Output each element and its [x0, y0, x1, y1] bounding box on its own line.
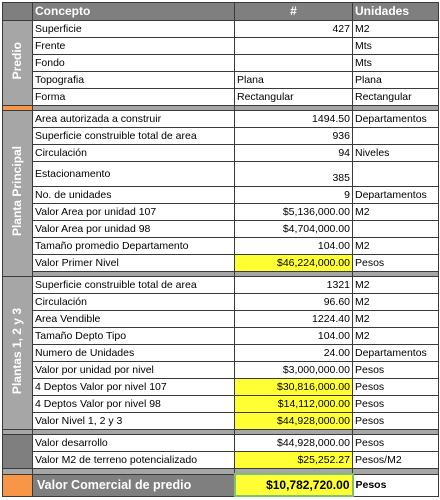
row-unit[interactable]: Departamentos: [353, 111, 439, 128]
row-label[interactable]: Area autorizada a construir: [33, 111, 235, 128]
table-row: [3, 294, 439, 311]
row-unit[interactable]: M2: [353, 294, 439, 311]
table-row: [3, 277, 439, 294]
row-value[interactable]: $3,000,000.00: [235, 362, 353, 379]
row-label[interactable]: 4 Deptos Valor por nivel 98: [33, 396, 235, 413]
row-label[interactable]: Frente: [33, 38, 235, 55]
row-unit[interactable]: [353, 221, 439, 238]
table-row: [3, 162, 439, 187]
row-unit[interactable]: Niveles: [353, 145, 439, 162]
total-unit[interactable]: Pesos: [353, 474, 439, 496]
row-label[interactable]: Superficie construible total de area: [33, 277, 235, 294]
row-label[interactable]: Estacionamento: [33, 162, 235, 187]
table-row: [3, 128, 439, 145]
table-row: [3, 55, 439, 72]
total-value[interactable]: $10,782,720.00: [235, 474, 353, 496]
table-row: [3, 238, 439, 255]
row-unit[interactable]: M2: [353, 311, 439, 328]
row-unit[interactable]: [353, 128, 439, 145]
row-unit[interactable]: Pesos: [353, 379, 439, 396]
summary-side-cell: [3, 435, 33, 469]
row-value[interactable]: 104.00: [235, 328, 353, 345]
table-row: [3, 21, 439, 38]
table-row: [3, 413, 439, 430]
table-row: [3, 255, 439, 272]
row-label[interactable]: Superficie: [33, 21, 235, 38]
table-row: [3, 379, 439, 396]
row-value[interactable]: 96.60: [235, 294, 353, 311]
row-label[interactable]: Topografia: [33, 72, 235, 89]
row-value[interactable]: [235, 38, 353, 55]
row-unit[interactable]: Pesos: [353, 396, 439, 413]
section-label-planta-principal: Planta Principal: [3, 111, 33, 277]
table-row: [3, 221, 439, 238]
total-label[interactable]: Valor Comercial de predio: [33, 474, 235, 496]
row-label[interactable]: Circulación: [33, 294, 235, 311]
row-unit[interactable]: M2: [353, 328, 439, 345]
row-value-highlighted[interactable]: $30,816,000.00: [235, 379, 353, 396]
row-label[interactable]: Valor por unidad por nivel: [33, 362, 235, 379]
row-value[interactable]: 1494.50: [235, 111, 353, 128]
table-row: [3, 396, 439, 413]
row-value[interactable]: $44,928,000.00: [235, 435, 353, 452]
row-value[interactable]: 936: [235, 128, 353, 145]
table-row: [3, 38, 439, 55]
valuation-spreadsheet: [2, 2, 439, 497]
row-label[interactable]: Forma: [33, 89, 235, 106]
header-corner-cell: [3, 3, 33, 21]
row-label[interactable]: Superficie construible total de area: [33, 128, 235, 145]
row-unit[interactable]: Departamentos: [353, 187, 439, 204]
row-unit[interactable]: Departamentos: [353, 345, 439, 362]
row-value-highlighted[interactable]: $46,224,000.00: [235, 255, 353, 272]
row-label[interactable]: No. de unidades: [33, 187, 235, 204]
row-unit[interactable]: Pesos/M2: [353, 452, 439, 469]
row-label[interactable]: Tamaño promedio Departamento: [33, 238, 235, 255]
row-value[interactable]: 24.00: [235, 345, 353, 362]
row-unit[interactable]: Mts: [353, 38, 439, 55]
row-value[interactable]: $5,136,000.00: [235, 204, 353, 221]
table-row: [3, 435, 439, 452]
row-value-highlighted[interactable]: $44,928,000.00: [235, 413, 353, 430]
total-side-cell: [3, 474, 33, 496]
row-label[interactable]: Numero de Unidades: [33, 345, 235, 362]
row-value-highlighted[interactable]: $25,252.27: [235, 452, 353, 469]
row-value[interactable]: 104.00: [235, 238, 353, 255]
row-unit[interactable]: Rectangular: [353, 89, 439, 106]
row-label[interactable]: Circulación: [33, 145, 235, 162]
row-label[interactable]: Area Vendible: [33, 311, 235, 328]
row-unit[interactable]: [353, 162, 439, 187]
table-row: [3, 345, 439, 362]
row-label[interactable]: Fondo: [33, 55, 235, 72]
row-value[interactable]: 94: [235, 145, 353, 162]
row-unit[interactable]: M2: [353, 277, 439, 294]
row-value[interactable]: Plana: [235, 72, 353, 89]
row-unit[interactable]: Pesos: [353, 255, 439, 272]
table-row: [3, 89, 439, 106]
table-row: [3, 204, 439, 221]
row-value[interactable]: 9: [235, 187, 353, 204]
row-unit[interactable]: Plana: [353, 72, 439, 89]
header-hash: #: [235, 3, 353, 21]
table-row: [3, 452, 439, 469]
row-label[interactable]: Valor Area por unidad 107: [33, 204, 235, 221]
row-value[interactable]: 427: [235, 21, 353, 38]
row-label[interactable]: Valor Nivel 1, 2 y 3: [33, 413, 235, 430]
table-row: [3, 362, 439, 379]
row-unit[interactable]: Mts: [353, 55, 439, 72]
header-concepto: Concepto: [33, 3, 235, 21]
row-value[interactable]: $4,704,000.00: [235, 221, 353, 238]
row-value[interactable]: 1321: [235, 277, 353, 294]
table-row: [3, 111, 439, 128]
row-value-highlighted[interactable]: $14,112,000.00: [235, 396, 353, 413]
table-row: [3, 72, 439, 89]
header-row: [3, 3, 439, 21]
section-label-plantas: Plantas 1, 2 y 3: [3, 277, 33, 430]
row-value[interactable]: 385: [235, 162, 353, 187]
table-row: [3, 145, 439, 162]
row-label[interactable]: Valor desarrollo: [33, 435, 235, 452]
row-value[interactable]: 1224.40: [235, 311, 353, 328]
header-unidades: Unidades: [353, 3, 439, 21]
row-unit[interactable]: M2: [353, 204, 439, 221]
row-unit[interactable]: Pesos: [353, 435, 439, 452]
total-row: [3, 474, 439, 496]
table-row: [3, 328, 439, 345]
table-row: [3, 311, 439, 328]
row-label[interactable]: Valor M2 de terreno potencializado: [33, 452, 235, 469]
row-label[interactable]: Valor Primer Nivel: [33, 255, 235, 272]
row-value[interactable]: [235, 55, 353, 72]
row-unit[interactable]: Pesos: [353, 413, 439, 430]
table-row: [3, 187, 439, 204]
section-label-predio: Predio: [3, 21, 33, 106]
row-label[interactable]: 4 Deptos Valor por nivel 107: [33, 379, 235, 396]
row-label[interactable]: Valor Area por unidad 98: [33, 221, 235, 238]
row-label[interactable]: Tamaño Depto Tipo: [33, 328, 235, 345]
row-unit[interactable]: Pesos: [353, 362, 439, 379]
row-value[interactable]: Rectangular: [235, 89, 353, 106]
row-unit[interactable]: M2: [353, 21, 439, 38]
row-unit[interactable]: M2: [353, 238, 439, 255]
